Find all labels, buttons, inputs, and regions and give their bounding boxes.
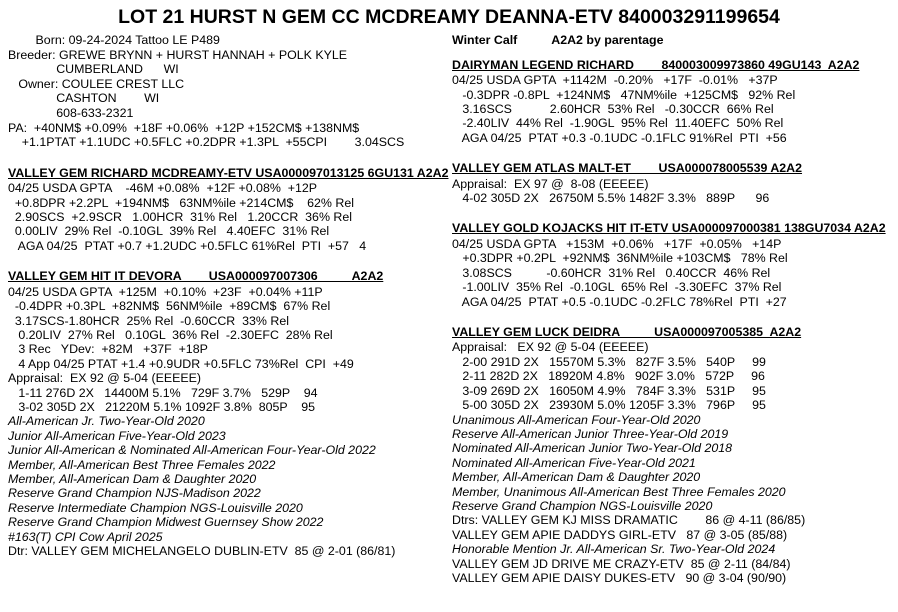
pedigree-line: 3.17SCS-1.80HCR 25% Rel -0.60CCR 33% Rel [8,313,289,328]
pedigree-header: VALLEY GEM LUCK DEIDRA USA000097005385 A2A2 [452,324,802,339]
lactation-record: 4-02 305D 2X 26750M 5.5% 1482F 3.3% 889P 96 [452,191,770,206]
breeder-line: Breeder: GREWE BRYNN + HURST HANNAH + POLK KYLE [8,47,348,62]
dam-block [8,269,448,558]
pedigree-line: 04/25 USDA GPTA +1142M -0.20% +17F -0.01% +37P [452,73,778,88]
daughter-line: Dtr: VALLEY GEM MICHELANGELO DUBLIN-ETV 85 @ 2-01 (86/81) [8,544,396,559]
pedigree-line: 3 Rec YDev: +82M +37F +18P [8,342,208,357]
pedigree-line: 4 App 04/25 PTAT +1.4 +0.9UDR +0.5FLC 73%Rel CPI +49 [8,356,354,371]
pedigree-header: VALLEY GEM RICHARD MCDREAMY-ETV USA000097013125 6GU131 A2A2 [8,165,449,180]
award-line: Member, Unanimous All-American Best Three Females 2020 [452,484,786,499]
award-line: Reserve All-American Junior Three-Year-Old 2019 [452,426,729,441]
lactation-record: 2-11 282D 2X 18920M 4.8% 902F 3.0% 572P 96 [452,369,765,384]
animal-origin-block [8,33,448,150]
maternal-grandsire-block [452,161,898,205]
pedigree-line: 3.16SCS 2.60HCR 53% Rel -0.30CCR 66% Rel [452,101,774,116]
pedigree-line: -2.40LIV 44% Rel -1.90GL 95% Rel 11.40EFC 50% Rel [452,116,784,131]
pedigree-line: 0.20LIV 27% Rel 0.10GL 36% Rel -2.30EFC 28% Rel [8,328,333,342]
award-line: Junior All-American Five-Year-Old 2023 [8,428,226,443]
pedigree-line: 04/25 USDA GPTA +153M +0.06% +17F +0.05% +14P [452,236,782,251]
pedigree-header: DAIRYMAN LEGEND RICHARD 840003009973860 49GU143 A2A2 [452,57,860,72]
pedigree-line: 04/25 USDA GPTA +125M +0.10% +23F +0.04% +11P [8,284,323,299]
award-line: Junior All-American & Nominated All-American Four-Year-Old 2022 [8,443,376,458]
pedigree-line: AGA 04/25 PTAT +0.3 -0.1UDC -0.1FLC 91%Rel PTI +56 [452,130,787,145]
award-line: Member, All-American Dam & Daughter 2020 [452,470,701,485]
born-line: Born: 09-24-2024 Tattoo LE P489 [8,33,220,47]
lactation-record: 3-02 305D 2X 21220M 5.1% 1092F 3.8% 805P 95 [8,400,315,415]
award-line: Reserve Intermediate Champion NGS-Louisville 2020 [8,500,303,515]
award-line: Reserve Grand Champion Midwest Guernsey Show 2022 [8,515,324,530]
owner-phone-line: 608-633-2321 [8,105,134,120]
appraisal-line: Appraisal: EX 92 @ 5-04 (EEEEE) [8,371,202,386]
pedigree-line: 3.08SCS -0.60HCR 31% Rel 0.40CCR 46% Rel [452,265,771,280]
pa-line-1: PA: +40NM$ +0.09% +18F +0.06% +12P +152CM$ +138NM$ [8,120,360,135]
award-line: Unanimous All-American Four-Year-Old 2020 [452,412,701,427]
award-line: Reserve Grand Champion NJS-Madison 2022 [8,486,261,501]
pa-line-2: +1.1PTAT +1.1UDC +0.5FLC +0.2DPR +1.3PL +55CPI 3.04SCS [8,135,405,150]
lactation-record: 2-00 291D 2X 15570M 5.3% 827F 3.5% 540P 99 [452,354,766,369]
two-column-body [0,33,898,585]
award-line: Reserve Grand Champion NGS-Louisville 2020 [452,498,713,513]
pedigree-line: 0.00LIV 29% Rel -0.10GL 39% Rel 4.40EFC 31% Rel [8,224,330,239]
daughter-line: Dtrs: VALLEY GEM KJ MISS DRAMATIC 86 @ 4-11 (86/85) [452,513,806,528]
daughter-line: VALLEY GEM APIE DAISY DUKES-ETV 90 @ 3-04 (90/90) [452,570,787,585]
pedigree-header: VALLEY GOLD KOJACKS HIT IT-ETV USA000097000381 138GU7034 A2A2 [452,221,886,236]
maternal-sire-block [452,221,898,309]
award-line: #163(T) CPI Cow April 2025 [8,529,163,544]
sire-sire-block [8,166,448,254]
daughter-line: VALLEY GEM APIE DADDYS GIRL-ETV 87 @ 3-05 (85/88) [452,527,788,542]
lactation-record: 5-00 305D 2X 23930M 5.0% 1205F 3.3% 796P 95 [452,398,766,413]
page-title: LOT 21 HURST N GEM CC MCDREAMY DEANNA-ETV 840003291199654 [118,6,780,28]
lactation-record: 1-11 276D 2X 14400M 5.1% 729F 3.7% 529P 94 [8,385,318,400]
pedigree-line: -1.00LIV 35% Rel -0.10GL 65% Rel -3.30EFC 37% Rel [452,280,782,295]
lot-catalog-page [0,6,898,612]
owner-line: Owner: COULEE CREST LLC [8,76,185,91]
daughter-line: VALLEY GEM JD DRIVE ME CRAZY-ETV 85 @ 2-11 (84/84) [452,556,791,571]
calf-class-line: Winter Calf A2A2 by parentage [452,33,664,47]
pedigree-line: 04/25 USDA GPTA -46M +0.08% +12F +0.08% +12P [8,181,318,196]
pedigree-line: AGA 04/25 PTAT +0.5 -0.1UDC -0.2FLC 78%Rel PTI +27 [452,294,787,309]
award-line: Nominated All-American Junior Two-Year-Old 2018 [452,441,733,456]
lactation-record: 3-09 269D 2X 16050M 4.9% 784F 3.3% 531P 95 [452,383,766,398]
pedigree-line: -0.4DPR +0.3PL +82NM$ 56NM%ile +89CM$ 67% Rel [8,299,331,314]
pedigree-line: -0.3DPR -0.8PL +124NM$ 47NM%ile +125CM$ 92% Rel [452,87,796,102]
breeder-city-line: CUMBERLAND WI [8,62,179,77]
pedigree-line: 2.90SCS +2.9SCR 1.00HCR 31% Rel 1.20CCR 36% Rel [8,210,352,225]
award-line: Member, All-American Best Three Females 2022 [8,457,276,472]
award-line: Nominated All-American Five-Year-Old 2021 [452,455,696,470]
pedigree-header: VALLEY GEM ATLAS MALT-ET USA000078005539 A2A2 [452,161,803,176]
appraisal-line: Appraisal: EX 92 @ 5-04 (EEEEE) [452,340,649,355]
pedigree-header: VALLEY GEM HIT IT DEVORA USA000097007306 A2A2 [8,269,384,284]
owner-city-line: CASHTON WI [8,91,160,106]
granddam-block [452,325,898,585]
award-line: Honorable Mention Jr. All-American Sr. Two-Year-Old 2024 [452,542,776,557]
left-column [8,33,452,559]
pedigree-line: AGA 04/25 PTAT +0.7 +1.2UDC +0.5FLC 61%Rel PTI +57 4 [8,238,367,253]
right-column [452,33,898,585]
pedigree-line: +0.8DPR +2.2PL +194NM$ 63NM%ile +214CM$ 62% Rel [8,195,354,210]
pedigree-line: +0.3DPR +0.2PL +92NM$ 36NM%ile +103CM$ 78% Rel [452,251,788,266]
sire-block [452,58,898,146]
award-line: Member, All-American Dam & Daughter 2020 [8,472,257,487]
award-line: All-American Jr. Two-Year-Old 2020 [8,414,205,429]
appraisal-line: Appraisal: EX 97 @ 8-08 (EEEEE) [452,176,649,191]
